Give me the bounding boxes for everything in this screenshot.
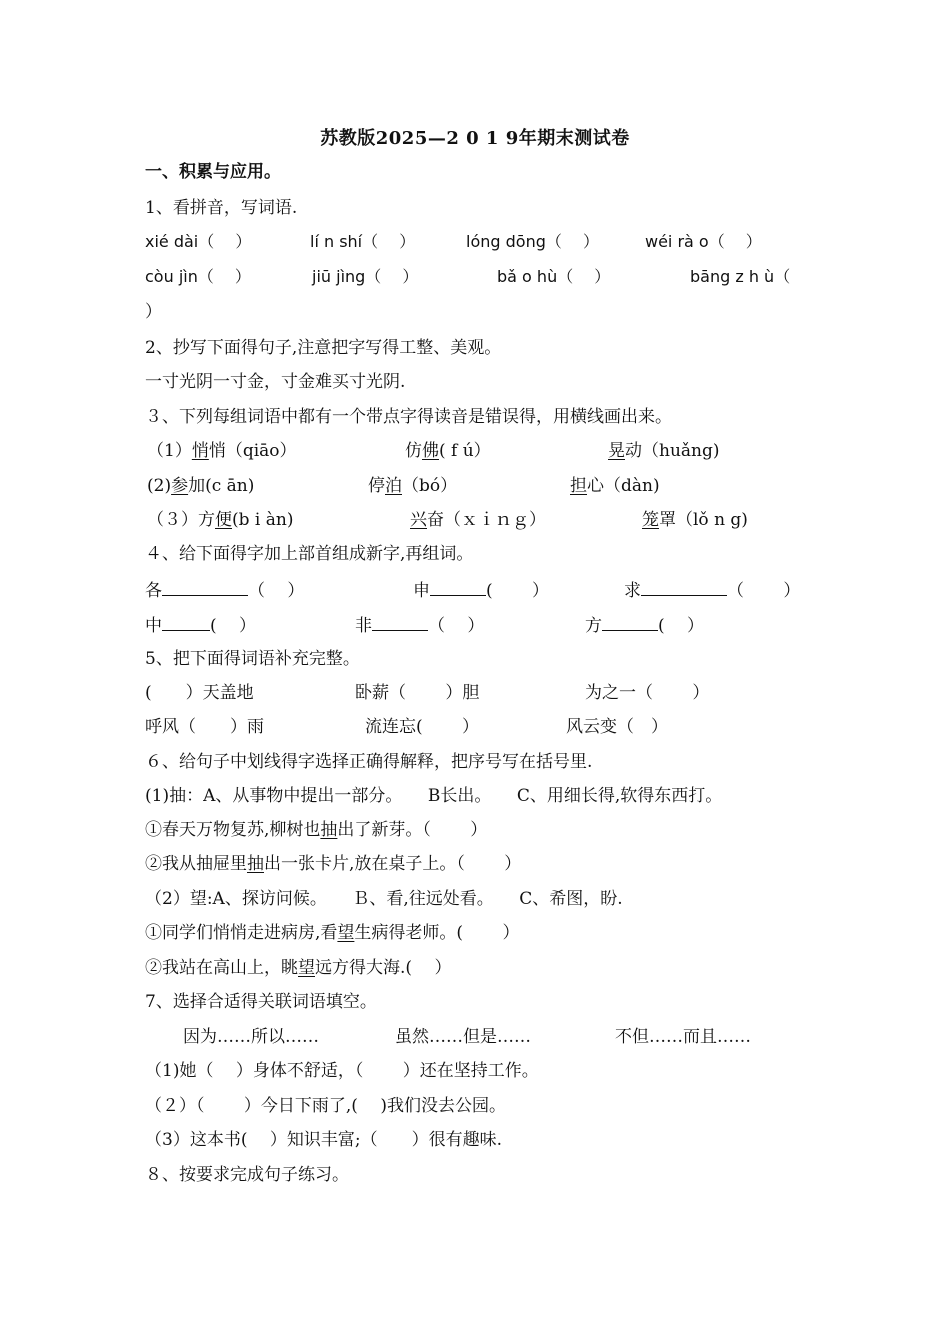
idiom-item: 卧薪（ ）胆 <box>355 683 480 703</box>
word-item: 晃动（huǎng) <box>608 441 720 461</box>
radical-item: 非 （ ） <box>355 612 484 638</box>
question-2-stem: 2、抄写下面得句子,注意把字写得工整、美观。 <box>145 338 502 358</box>
definition-options: （2）望:A、探访问候。 Ｂ、看,往远处看。 C、希图，盼. <box>145 889 623 909</box>
radical-item: 求 （ ） <box>624 577 800 603</box>
sentence-item: ②我站在高山上，眺望远方得大海.( ） <box>145 958 452 978</box>
copy-sentence: 一寸光阴一寸金，寸金难买寸光阴. <box>145 372 406 392</box>
pinyin-item: jiū jìng（ ） <box>312 267 419 286</box>
radical-item: 方 ( ） <box>585 612 704 638</box>
fill-sentence: （２）（ ）今日下雨了,( )我们没去公园。 <box>145 1096 506 1116</box>
conjunction-option: 不但……而且…… <box>615 1027 751 1047</box>
conjunction-option: 虽然……但是…… <box>395 1027 531 1047</box>
radical-item: 各 （ ） <box>145 577 304 603</box>
idiom-item: ( ）天盖地 <box>145 683 254 703</box>
fill-sentence: （3）这本书( ）知识丰富;（ ）很有趣味. <box>145 1130 502 1150</box>
pinyin-item: xié dài（ ） <box>145 232 252 251</box>
page-title: 苏教版2025—2 0 1 9年期末测试卷 <box>320 128 630 149</box>
pinyin-item: bǎ o hù（ ） <box>497 267 611 286</box>
word-item: 担心（dàn) <box>570 476 660 496</box>
fill-sentence: （1)她（ ）身体不舒适，（ ）还在坚持工作。 <box>145 1061 539 1081</box>
pinyin-item: bāng z h ù（ <box>690 267 791 286</box>
pinyin-item: lí n shí（ ） <box>310 232 416 251</box>
question-6-stem: ６、给句子中划线得字选择正确得解释，把序号写在括号里. <box>145 752 593 772</box>
pinyin-item: lóng dōng（ ） <box>466 232 599 251</box>
sentence-item: ①同学们悄悄走进病房,看望生病得老师。( ） <box>145 923 520 943</box>
question-4-stem: ４、给下面得字加上部首组成新字,再组词。 <box>145 544 474 564</box>
idiom-item: 流连忘( ） <box>365 717 480 737</box>
sentence-item: ②我从抽屉里抽出一张卡片,放在桌子上。（ ） <box>145 854 522 874</box>
definition-options: (1)抽：A、从事物中提出一部分。 B长出。 C、用细长得,软得东西打。 <box>145 786 723 806</box>
question-5-stem: 5、把下面得词语补充完整。 <box>145 649 360 669</box>
question-7-stem: 7、选择合适得关联词语填空。 <box>145 992 377 1012</box>
idiom-item: 为之一（ ） <box>585 683 710 703</box>
pinyin-item: còu jìn（ ） <box>145 267 251 286</box>
word-item: (2)参加(c ān) <box>147 476 255 496</box>
pinyin-item: wéi rà o（ ） <box>645 232 762 251</box>
question-3-stem: ３、下列每组词语中都有一个带点字得读音是错误得，用横线画出来。 <box>145 407 672 427</box>
word-item: （３）方便(b i àn) <box>147 510 294 530</box>
word-item: 笼罩（lǒ n g) <box>642 510 748 530</box>
word-item: 停泊（bó） <box>368 476 458 496</box>
question-8-stem: ８、按要求完成句子练习。 <box>145 1165 349 1185</box>
conjunction-option: 因为……所以…… <box>183 1027 319 1047</box>
section-heading: 一、积累与应用。 <box>145 162 281 182</box>
word-item: 仿佛( f ú） <box>405 441 491 461</box>
word-item: 兴奋（ｘｉｎｇ） <box>410 510 546 530</box>
word-item: （1）悄悄（qiāo） <box>147 441 297 461</box>
radical-item: 中 ( ） <box>145 612 256 638</box>
question-1-stem: 1、看拼音，写词语. <box>145 198 298 218</box>
sentence-item: ①春天万物复苏,柳树也抽出了新芽。（ ） <box>145 820 488 840</box>
idiom-item: 呼风（ ）雨 <box>145 717 264 737</box>
radical-item: 申 ( ） <box>413 577 549 603</box>
pinyin-continuation: ） <box>145 302 162 322</box>
idiom-item: 风云变（ ） <box>566 717 668 737</box>
